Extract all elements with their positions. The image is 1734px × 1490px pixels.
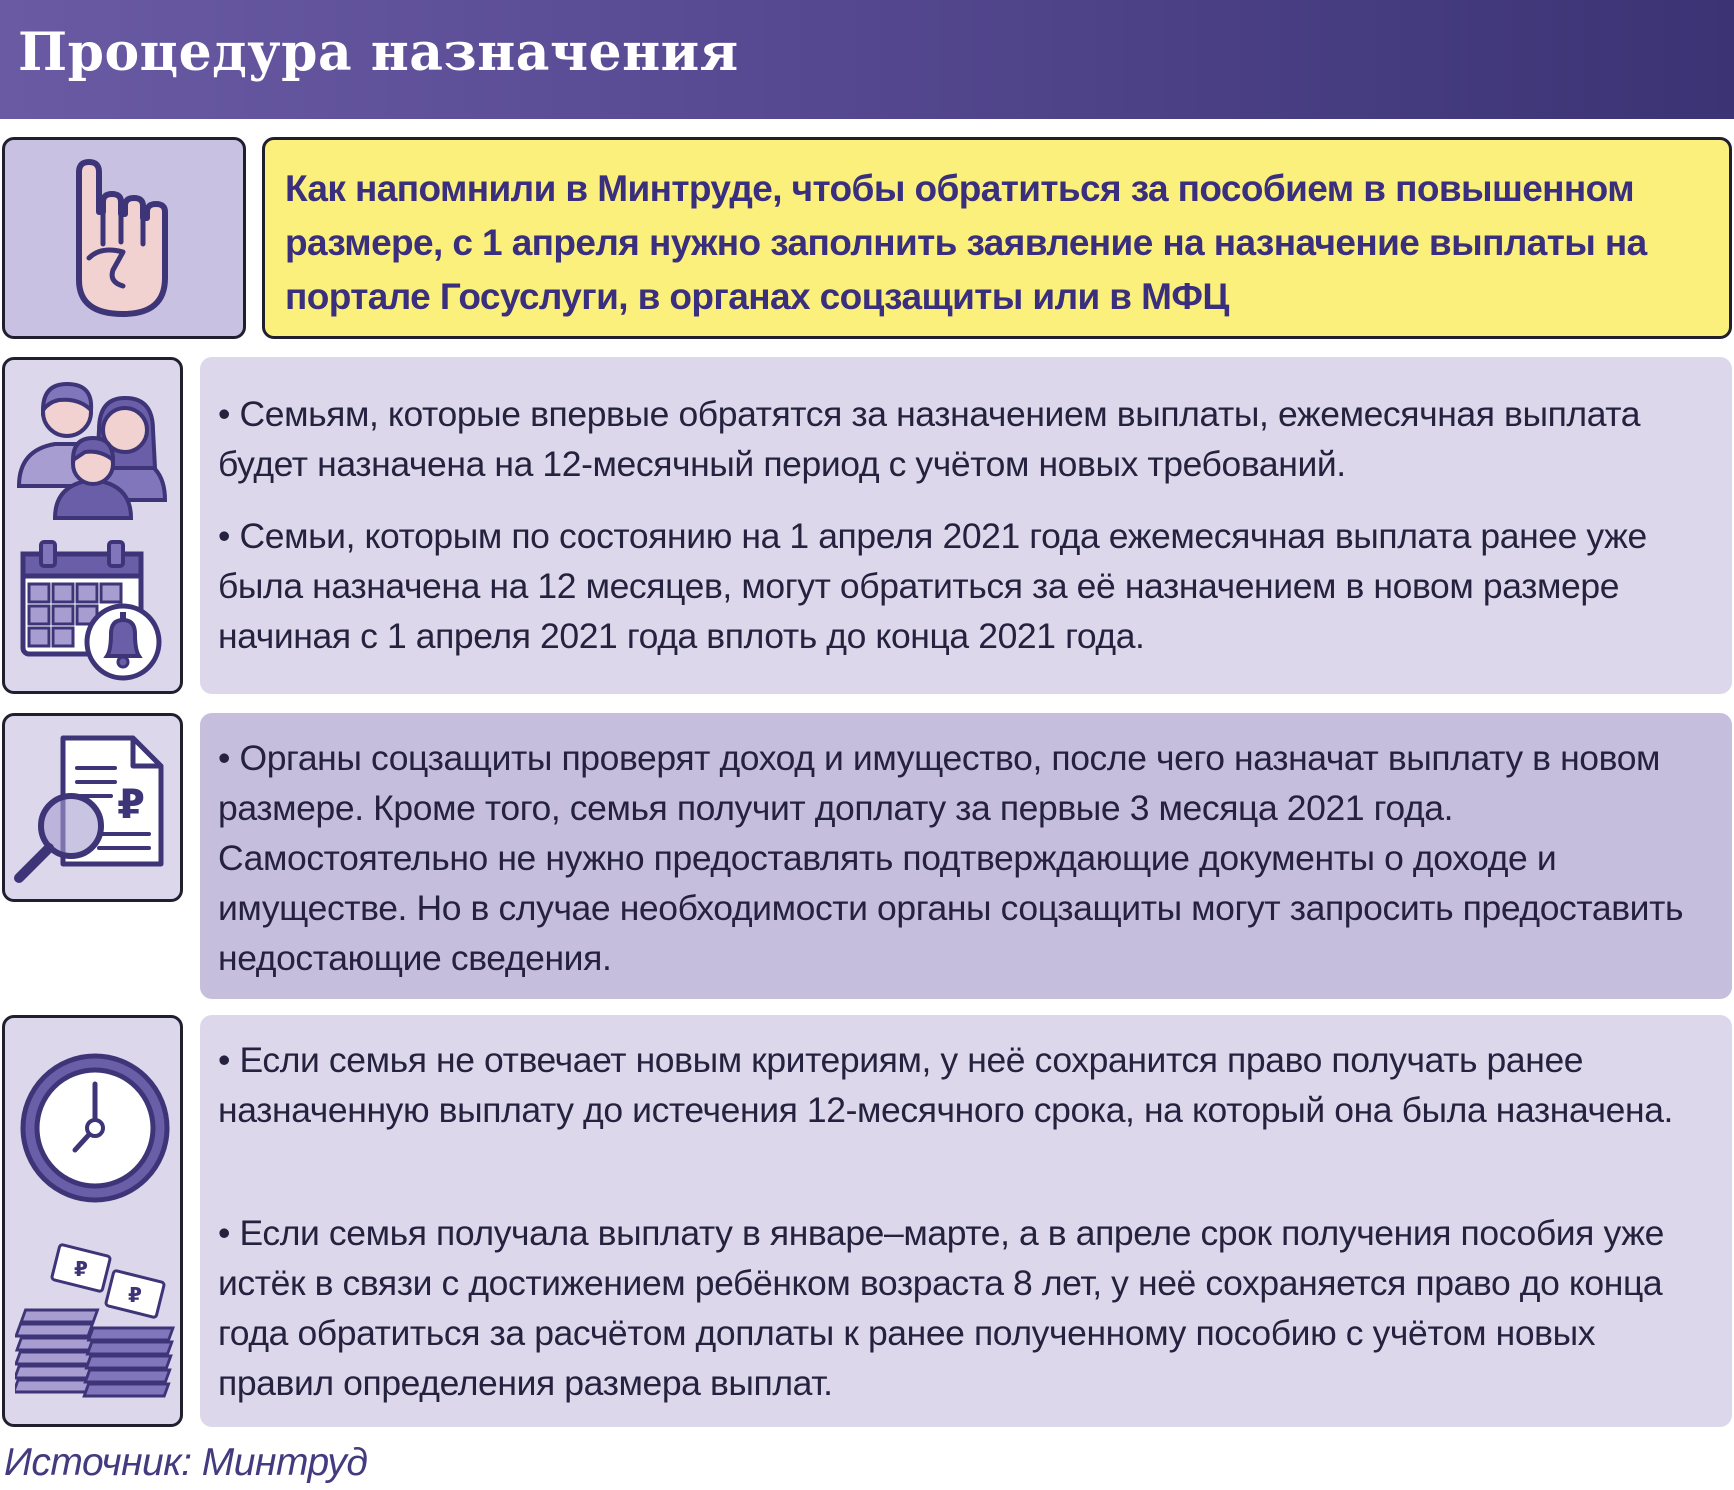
section-3-paragraph-1: • Если семья не отвечает новым критериям, у неё сохранится право получать ранее назначенную выплату до истечения 12-месячного срока, на который она была назначена. — [218, 1040, 1674, 1130]
highlight-box — [262, 137, 1732, 339]
clock-icon — [17, 1050, 173, 1206]
money-stacks-icon — [15, 1240, 175, 1410]
section-1-panel — [200, 357, 1732, 694]
family-icon — [15, 368, 173, 528]
highlight-text: Как напомнили в Минтруде, чтобы обратиться за пособием в повышенном размере, с 1 апреля нужно заполнить заявление на назначение выплаты на портале Госуслуги, в органах соцзащиты или в МФЦ — [285, 168, 1647, 317]
section-3-paragraph-2: • Если семья получала выплату в январе–марте, а в апреле срок получения пособия уже истёк в связи с достижением ребёнком возраста 8 лет, у неё сохраняется право до конца года обратиться за расчётом доплаты к ранее полученному пособию с учётом новых правил определения размера выплат. — [218, 1213, 1664, 1403]
section-1-icon-box — [2, 357, 183, 694]
section-2-icon-box — [2, 713, 183, 902]
svg-text:₽: ₽ — [117, 782, 145, 828]
page-title: Процедура назначения — [18, 22, 739, 83]
header-banner — [0, 0, 1734, 119]
document-search-ruble-icon — [11, 724, 171, 894]
section-1-paragraph-1: • Семьям, которые впервые обратятся за назначением выплаты, ежемесячная выплата будет назначена на 12-месячный период с учётом новых требований. — [218, 394, 1641, 484]
section-1-paragraph-2: • Семьи, которым по состоянию на 1 апреля 2021 года ежемесячная выплата ранее уже была назначена на 12 месяцев, могут обратиться за её назначением в новом размере начиная с 1 апреля 2021 года вплоть до конца 2021 года. — [218, 516, 1647, 656]
svg-text:₽: ₽ — [128, 1283, 142, 1307]
calendar-bell-icon — [19, 538, 169, 688]
pointing-hand-icon — [65, 158, 185, 328]
section-2-paragraph-1: • Органы соцзащиты проверят доход и имущество, после чего назначат выплату в новом размере. Кроме того, семья получит доплату за первые 3 месяца 2021 года. Самостоятельно не нужно предоставлять подтверждающие документы о доходе и имуществе. Но в случае необходимости органы соцзащиты могут запросить предоставить недостающие сведения. — [218, 738, 1684, 978]
section-2-panel — [200, 713, 1732, 999]
hand-icon-box — [2, 137, 246, 339]
svg-text:₽: ₽ — [74, 1257, 88, 1281]
source-caption: Источник: Минтруд — [4, 1441, 368, 1484]
section-3-panel — [200, 1015, 1732, 1427]
section-3-icon-box — [2, 1015, 183, 1427]
